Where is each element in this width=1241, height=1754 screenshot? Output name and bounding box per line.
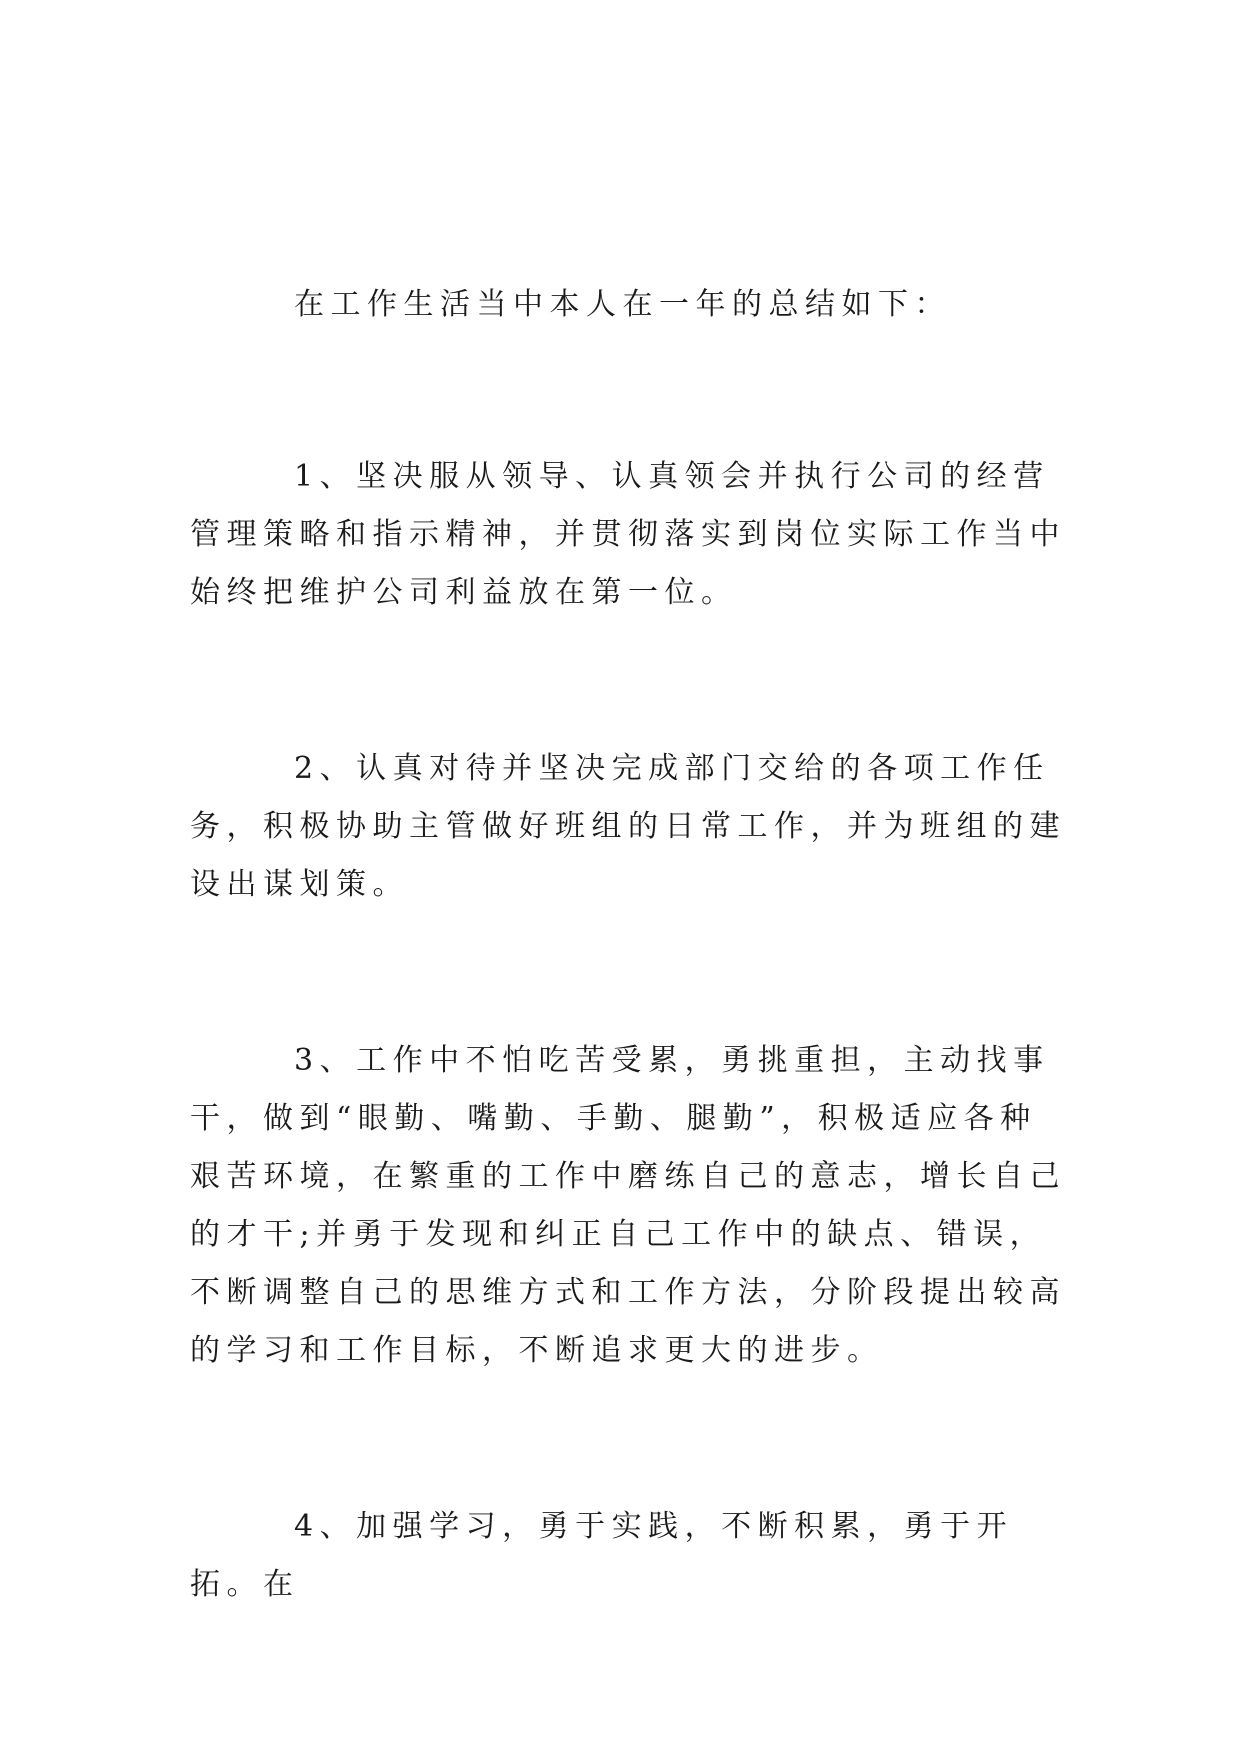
paragraph-2: 2、认真对待并坚决完成部门交给的各项工作任务，积极协助主管做好班组的日常工作，并为班组的建设出谋划策。	[190, 751, 1066, 902]
paragraph-4: 4、加强学习，勇于实践，不断积累，勇于开拓。在	[190, 1509, 1014, 1602]
paragraph-3: 3、工作中不怕吃苦受累，勇挑重担，主动找事干，做到“眼勤、嘴勤、手勤、腿勤”，积极适应各种艰苦环境，在繁重的工作中磨练自己的意志，增长自己的才干;并勇于发现和纠正自己工作中的缺点、错误，不断调整自己的思维方式和工作方法，分阶段提出较高的学习和工作目标，不断追求更大的进步。	[190, 1043, 1066, 1368]
paragraph-1: 1、坚决服从领导、认真领会并执行公司的经营管理策略和指示精神，并贯彻落实到岗位实际工作当中始终把维护公司利益放在第一位。	[190, 459, 1066, 610]
intro-paragraph: 在工作生活当中本人在一年的总结如下：	[294, 287, 951, 322]
